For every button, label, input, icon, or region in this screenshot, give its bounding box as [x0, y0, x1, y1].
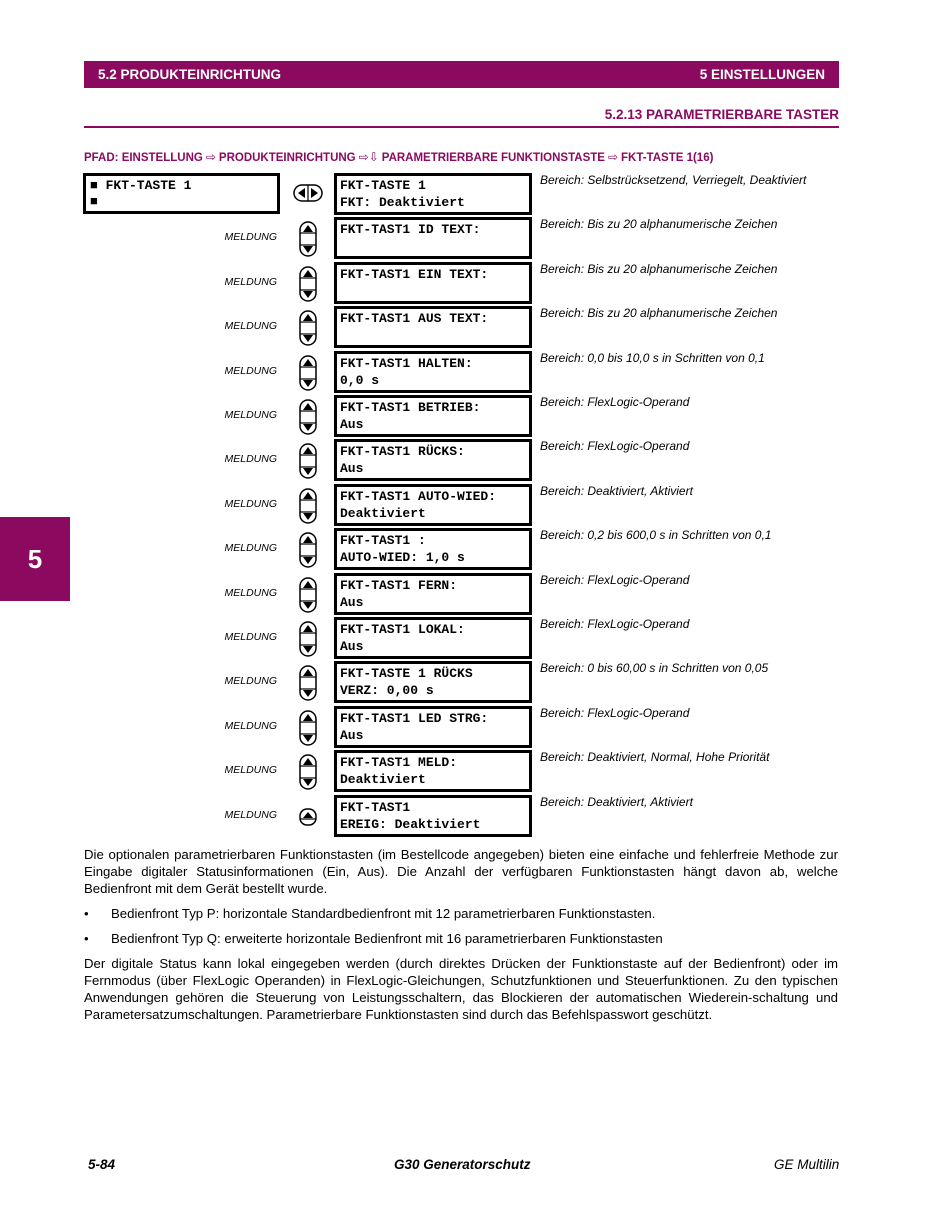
- setting-range: Bereich: Bis zu 20 alphanumerische Zeichen: [540, 217, 778, 232]
- setting-value: 0,0 s: [340, 372, 380, 388]
- setting-display-box: [334, 306, 532, 348]
- setting-name: FKT-TAST1 AUS TEXT:: [340, 311, 489, 327]
- right-down-arrow-icon: ⇨⇩: [358, 150, 379, 164]
- setting-range: Bereich: 0,2 bis 600,0 s in Schritten von 0,1: [540, 528, 772, 543]
- setting-name: FKT-TAST1 BETRIEB:: [340, 400, 481, 415]
- menu-row: [0, 217, 950, 261]
- paragraph: Die optionalen parametrierbaren Funktionstasten (im Bestellcode angegeben) bieten eine einfache und fehlerfreie Methode zur Eingabe digitaler Statusinformationen (Ein, Aus). Die Anzahl der verfügbaren Funktionstasten hängt davon ab, welche Bedienfront mit dem Gerät bestellt wurde.: [84, 847, 838, 896]
- message-label: MELDUNG: [224, 764, 277, 777]
- setting-range: Bereich: Deaktiviert, Aktiviert: [540, 794, 693, 809]
- setting-value: VERZ: 0,00 s: [340, 683, 434, 699]
- setting-display-box: [334, 661, 532, 703]
- setting-range: Bereich: 0,0 bis 10,0 s in Schritten von 0,1: [540, 350, 765, 365]
- setting-display-box: [334, 395, 532, 437]
- paragraph: Der digitale Status kann lokal eingegeben werden (durch direktes Drücken der Funktionstaste auf der Bedienfront) oder im Fernmodus (über FlexLogic Operanden) in FlexLogic-Gleichungen, Schutzfunktionen und Steuerfunktionen. Zu den typischen Anwendungen gehören die Steuerung von Leistungsschaltern, das Blockieren der automatischen Wiederein-schaltung und Parametersatzumschaltungen. Parametrierbare Funktionstasten sind durch das Befehlspasswort geschützt.: [84, 956, 838, 1022]
- setting-name: FKT-TAST1 AUTO-WIED:: [340, 488, 497, 504]
- bullet-mark: •: [84, 931, 89, 946]
- setting-name: FKT-TAST1 LOKAL:: [340, 622, 465, 637]
- setting-range: Bereich: 0 bis 60,00 s in Schritten von 0,05: [540, 661, 769, 676]
- setting-name: FKT-TAST1 EIN TEXT:: [340, 266, 489, 282]
- up-down-arrows-icon: [294, 575, 322, 615]
- menu-row: [0, 395, 950, 439]
- header-left: 5.2 PRODUKTEINRICHTUNG: [98, 67, 282, 82]
- menu-row: [0, 262, 950, 306]
- menu-row: [0, 573, 950, 617]
- up-down-arrows-icon: [294, 219, 322, 259]
- menu-header-line1: ■ FKT-TASTE 1: [90, 178, 192, 193]
- setting-range: Bereich: Bis zu 20 alphanumerische Zeichen: [540, 261, 778, 276]
- up-down-arrows-icon: [294, 353, 322, 393]
- up-down-arrows-icon: [294, 308, 322, 348]
- setting-name: FKT-TAST1 :: [340, 533, 426, 549]
- setting-range: Bereich: Selbstrücksetzend, Verriegelt, Deaktiviert: [540, 173, 807, 187]
- setting-value: AUTO-WIED: 1,0 s: [340, 550, 465, 566]
- setting-value: Aus: [340, 594, 364, 610]
- message-label: MELDUNG: [224, 719, 277, 732]
- body-text: [84, 846, 838, 1031]
- setting-range: Bereich: Deaktiviert, Aktiviert: [540, 483, 693, 498]
- menu-row: [0, 661, 950, 705]
- setting-display-box: [334, 439, 532, 481]
- right-arrow-icon: ⇨: [205, 150, 216, 164]
- path-part: PRODUKTEINRICHTUNG: [218, 152, 356, 164]
- path-part: PARAMETRIERBARE FUNKTIONSTASTE: [381, 152, 605, 164]
- menu-row: [0, 617, 950, 661]
- bullet-item: [84, 905, 838, 922]
- setting-display-box: [334, 528, 532, 570]
- message-label: MELDUNG: [224, 542, 277, 555]
- setting-name: FKT-TAST1 ID TEXT:: [340, 222, 481, 238]
- menu-row: [0, 306, 950, 350]
- menu-row: [0, 706, 950, 750]
- menu-row: [0, 750, 950, 794]
- setting-display-box: [334, 484, 532, 526]
- setting-display-box: [334, 706, 532, 748]
- message-label: MELDUNG: [224, 453, 277, 466]
- menu-row: [0, 173, 950, 217]
- setting-name: FKT-TAST1 RÜCKS:: [340, 444, 465, 460]
- message-label: MELDUNG: [224, 320, 277, 333]
- menu-path: [84, 150, 844, 164]
- menu-row: [0, 351, 950, 395]
- setting-display-box: [334, 217, 532, 259]
- bullet-item: [84, 930, 838, 947]
- setting-display-box: [334, 617, 532, 659]
- message-label: MELDUNG: [224, 808, 277, 821]
- setting-value: Aus: [340, 727, 364, 743]
- section-rule: [84, 126, 839, 128]
- setting-display-box: [334, 173, 532, 215]
- message-label: MELDUNG: [224, 631, 277, 643]
- setting-range: Bereich: FlexLogic-Operand: [540, 395, 690, 409]
- up-down-arrows-icon: [294, 264, 322, 304]
- setting-range: Bereich: FlexLogic-Operand: [540, 572, 690, 587]
- chapter-tab: 5: [0, 517, 70, 601]
- setting-name: FKT-TAST1: [340, 799, 411, 815]
- menu-row: [0, 484, 950, 528]
- message-label: MELDUNG: [224, 231, 277, 244]
- right-arrow-icon: ⇨: [607, 150, 618, 164]
- setting-range: Bereich: FlexLogic-Operand: [540, 439, 690, 454]
- setting-display-box: [334, 573, 532, 615]
- setting-value: Aus: [340, 417, 364, 432]
- setting-display-box: [334, 262, 532, 304]
- header-right: 5 EINSTELLUNGEN: [699, 67, 825, 82]
- message-label: MELDUNG: [224, 675, 277, 688]
- path-part: PFAD: EINSTELLUNG: [84, 152, 203, 164]
- setting-name: FKT-TAST1 HALTEN:: [340, 355, 473, 371]
- setting-range: Bereich: FlexLogic-Operand: [540, 705, 690, 720]
- setting-name: FKT-TAST1 LED STRG:: [340, 710, 489, 726]
- footer-brand: GE Multilin: [774, 1157, 840, 1172]
- setting-display-box: [334, 351, 532, 393]
- up-down-arrows-icon: [294, 397, 322, 437]
- up-arrow-icon: [294, 797, 322, 837]
- bullet-text: Bedienfront Typ P: horizontale Standardbedienfront mit 12 parametrierbaren Funktionstasten.: [111, 906, 656, 921]
- setting-name: FKT-TAST1 MELD:: [340, 755, 458, 771]
- setting-display-box: [334, 795, 532, 837]
- setting-value: Deaktiviert: [340, 505, 426, 521]
- menu-row: [0, 528, 950, 572]
- up-down-arrows-icon: [294, 708, 322, 748]
- footer-title: G30 Generatorschutz: [394, 1157, 531, 1172]
- message-label: MELDUNG: [224, 497, 277, 510]
- setting-value: FKT: Deaktiviert: [340, 195, 465, 210]
- up-down-arrows-icon: [294, 619, 322, 659]
- setting-value: Aus: [340, 461, 364, 477]
- setting-range: Bereich: Bis zu 20 alphanumerische Zeichen: [540, 306, 778, 321]
- setting-display-box: [334, 750, 532, 792]
- setting-range: Bereich: FlexLogic-Operand: [540, 617, 690, 631]
- menu-header-line2: ■: [90, 194, 98, 209]
- setting-range: Bereich: Deaktiviert, Normal, Hohe Priorität: [540, 750, 770, 765]
- up-down-arrows-icon: [294, 663, 322, 703]
- header-bar: [84, 61, 839, 88]
- up-down-arrows-icon: [294, 486, 322, 526]
- setting-value: Deaktiviert: [340, 772, 426, 788]
- setting-name: FKT-TASTE 1: [340, 178, 426, 193]
- setting-name: FKT-TASTE 1 RÜCKS: [340, 666, 473, 682]
- path-part: FKT-TASTE 1(16): [621, 152, 714, 164]
- message-label: MELDUNG: [224, 409, 277, 421]
- up-down-arrows-icon: [294, 752, 322, 792]
- bullet-mark: •: [84, 906, 89, 921]
- menu-row: [0, 439, 950, 483]
- up-down-arrows-icon: [294, 530, 322, 570]
- message-label: MELDUNG: [224, 586, 277, 599]
- footer-page-number: 5-84: [88, 1157, 116, 1172]
- left-right-arrows-icon: [294, 175, 322, 215]
- message-label: MELDUNG: [224, 364, 277, 377]
- setting-name: FKT-TAST1 FERN:: [340, 577, 458, 593]
- up-down-arrows-icon: [294, 441, 322, 481]
- bullet-text: Bedienfront Typ Q: erweiterte horizontale Bedienfront mit 16 parametrierbaren Funktionstasten: [111, 931, 663, 946]
- message-label: MELDUNG: [224, 275, 277, 288]
- setting-value: Aus: [340, 639, 364, 654]
- setting-value: EREIG: Deaktiviert: [340, 816, 481, 832]
- section-title: 5.2.13 PARAMETRIERBARE TASTER: [604, 107, 839, 122]
- menu-row: [0, 795, 950, 839]
